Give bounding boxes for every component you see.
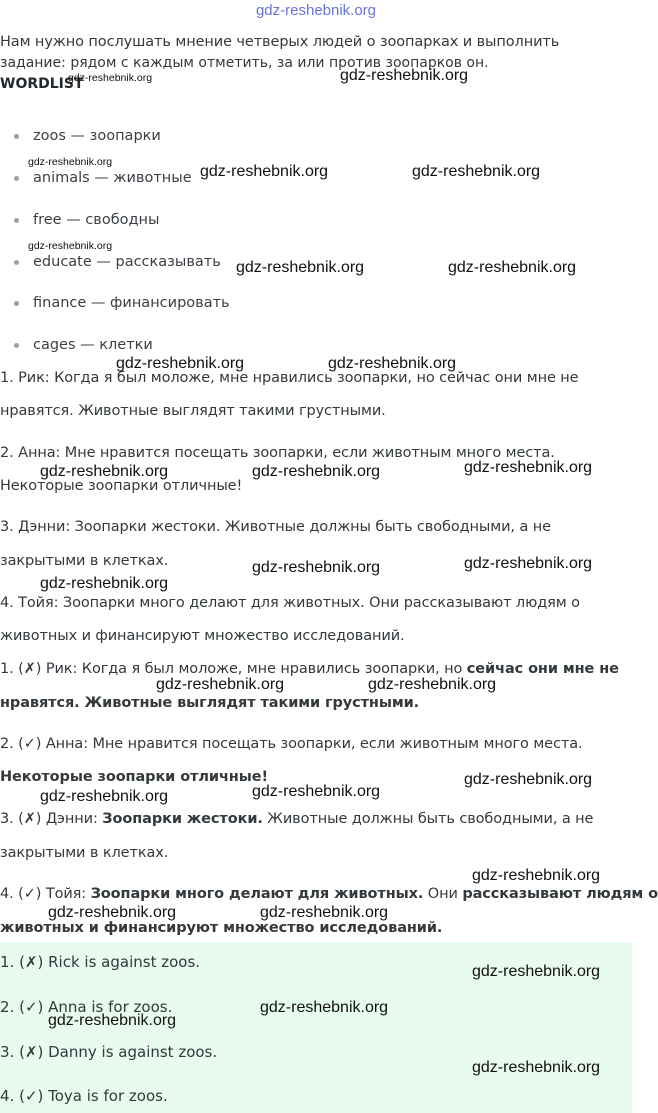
analysis-line: закрытыми в клетках. <box>0 845 169 861</box>
watermark: gdz-reshebnik.org <box>472 963 601 980</box>
watermark: gdz-reshebnik.org <box>464 555 593 572</box>
watermark: gdz-reshebnik.org <box>116 355 245 372</box>
wordlist-item: educate — рассказывать <box>14 254 221 270</box>
watermark: gdz-reshebnik.org <box>448 259 577 276</box>
analysis-line: 2. (✓) Анна: Мне нравится посещать зоопарки, если животным много места. <box>0 736 583 752</box>
watermark: gdz-reshebnik.org <box>200 163 329 180</box>
bullet-icon <box>14 218 19 223</box>
cross-mark: ✗ <box>23 661 36 677</box>
watermark: gdz-reshebnik.org <box>368 676 497 693</box>
watermark: gdz-reshebnik.org <box>48 904 177 921</box>
translation-line: животных и финансируют множество исследований. <box>0 628 405 644</box>
watermark: gdz-reshebnik.org <box>472 1059 601 1076</box>
analysis-line: животных и финансируют множество исследований. <box>0 920 443 936</box>
watermark: gdz-reshebnik.org <box>472 867 601 884</box>
translation-line: закрытыми в клетках. <box>0 553 169 569</box>
site-header-link[interactable]: gdz-reshebnik.org <box>255 2 377 19</box>
watermark: gdz-reshebnik.org <box>464 459 593 476</box>
watermark: gdz-reshebnik.org <box>252 783 381 800</box>
watermark: gdz-reshebnik.org <box>156 676 285 693</box>
wordlist-item: cages — клетки <box>14 337 153 353</box>
translation-line: 4. Тойя: Зоопарки много делают для животных. Они рассказывают людям о <box>0 595 580 611</box>
analysis-line: 3. (✗) Дэнни: Зоопарки жестоки. Животные должны быть свободными, а не <box>0 811 594 827</box>
analysis-line: Некоторые зоопарки отличные! <box>0 769 268 785</box>
wordlist-item: finance — финансировать <box>14 295 230 311</box>
watermark: gdz-reshebnik.org <box>328 355 457 372</box>
watermark: gdz-reshebnik.org <box>40 788 169 805</box>
watermark: gdz-reshebnik.org <box>260 904 389 921</box>
wordlist-item: animals — животные <box>14 170 192 186</box>
bullet-icon <box>14 343 19 348</box>
watermark: gdz-reshebnik.org <box>40 575 169 592</box>
analysis-line: нравятся. Животные выглядят такими грустными. <box>0 695 420 711</box>
watermark: gdz-reshebnik.org <box>28 240 113 252</box>
watermark: gdz-reshebnik.org <box>252 559 381 576</box>
answer-line: 1. (✗) Rick is against zoos. <box>0 953 201 971</box>
intro-text: Нам нужно послушать мнение четверых людей о зоопарках и выполнить <box>0 34 560 50</box>
bullet-icon <box>14 134 19 139</box>
analysis-line: 1. (✗) Рик: Когда я был моложе, мне нравились зоопарки, но сейчас они мне не <box>0 661 619 677</box>
check-mark: ✓ <box>23 736 36 752</box>
check-mark: ✓ <box>24 1087 38 1105</box>
translation-line: Некоторые зоопарки отличные! <box>0 478 243 494</box>
wordlist-item: zoos — зоопарки <box>14 128 161 144</box>
translation-line: нравятся. Животные выглядят такими грустными. <box>0 403 386 419</box>
bullet-icon <box>14 176 19 181</box>
wordlist-item: free — свободны <box>14 212 159 228</box>
watermark: gdz-reshebnik.org <box>260 999 389 1016</box>
check-mark: ✓ <box>24 998 38 1016</box>
translation-line: 1. Рик: Когда я был моложе, мне нравились зоопарки, но сейчас они мне не <box>0 370 579 386</box>
watermark: gdz-reshebnik.org <box>28 156 113 168</box>
wordlist-heading: WORDLIST <box>0 76 84 92</box>
watermark: gdz-reshebnik.org <box>340 67 469 84</box>
watermark: gdz-reshebnik.org <box>68 72 153 84</box>
answer-line: 2. (✓) Anna is for zoos. <box>0 998 173 1016</box>
cross-mark: ✗ <box>23 811 36 827</box>
analysis-line: 4. (✓) Тойя: Зоопарки много делают для животных. Они рассказывают людям о <box>0 886 658 902</box>
watermark: gdz-reshebnik.org <box>412 163 541 180</box>
translation-line: 3. Дэнни: Зоопарки жестоки. Животные должны быть свободными, а не <box>0 519 551 535</box>
watermark: gdz-reshebnik.org <box>236 259 365 276</box>
bullet-icon <box>14 301 19 306</box>
cross-mark: ✗ <box>24 1043 38 1061</box>
cross-mark: ✗ <box>24 953 38 971</box>
watermark: gdz-reshebnik.org <box>464 771 593 788</box>
answer-line: 4. (✓) Toya is for zoos. <box>0 1087 168 1105</box>
watermark: gdz-reshebnik.org <box>48 1012 177 1029</box>
bullet-icon <box>14 260 19 265</box>
intro-cut-text: задание: рядом с каждым отметить, за или против зоопарков он. <box>0 55 489 71</box>
answer-line: 3. (✗) Danny is against zoos. <box>0 1043 218 1061</box>
check-mark: ✓ <box>23 886 36 902</box>
translation-line: 2. Анна: Мне нравится посещать зоопарки, если животным много места. <box>0 445 555 461</box>
watermark: gdz-reshebnik.org <box>40 463 169 480</box>
watermark: gdz-reshebnik.org <box>252 463 381 480</box>
